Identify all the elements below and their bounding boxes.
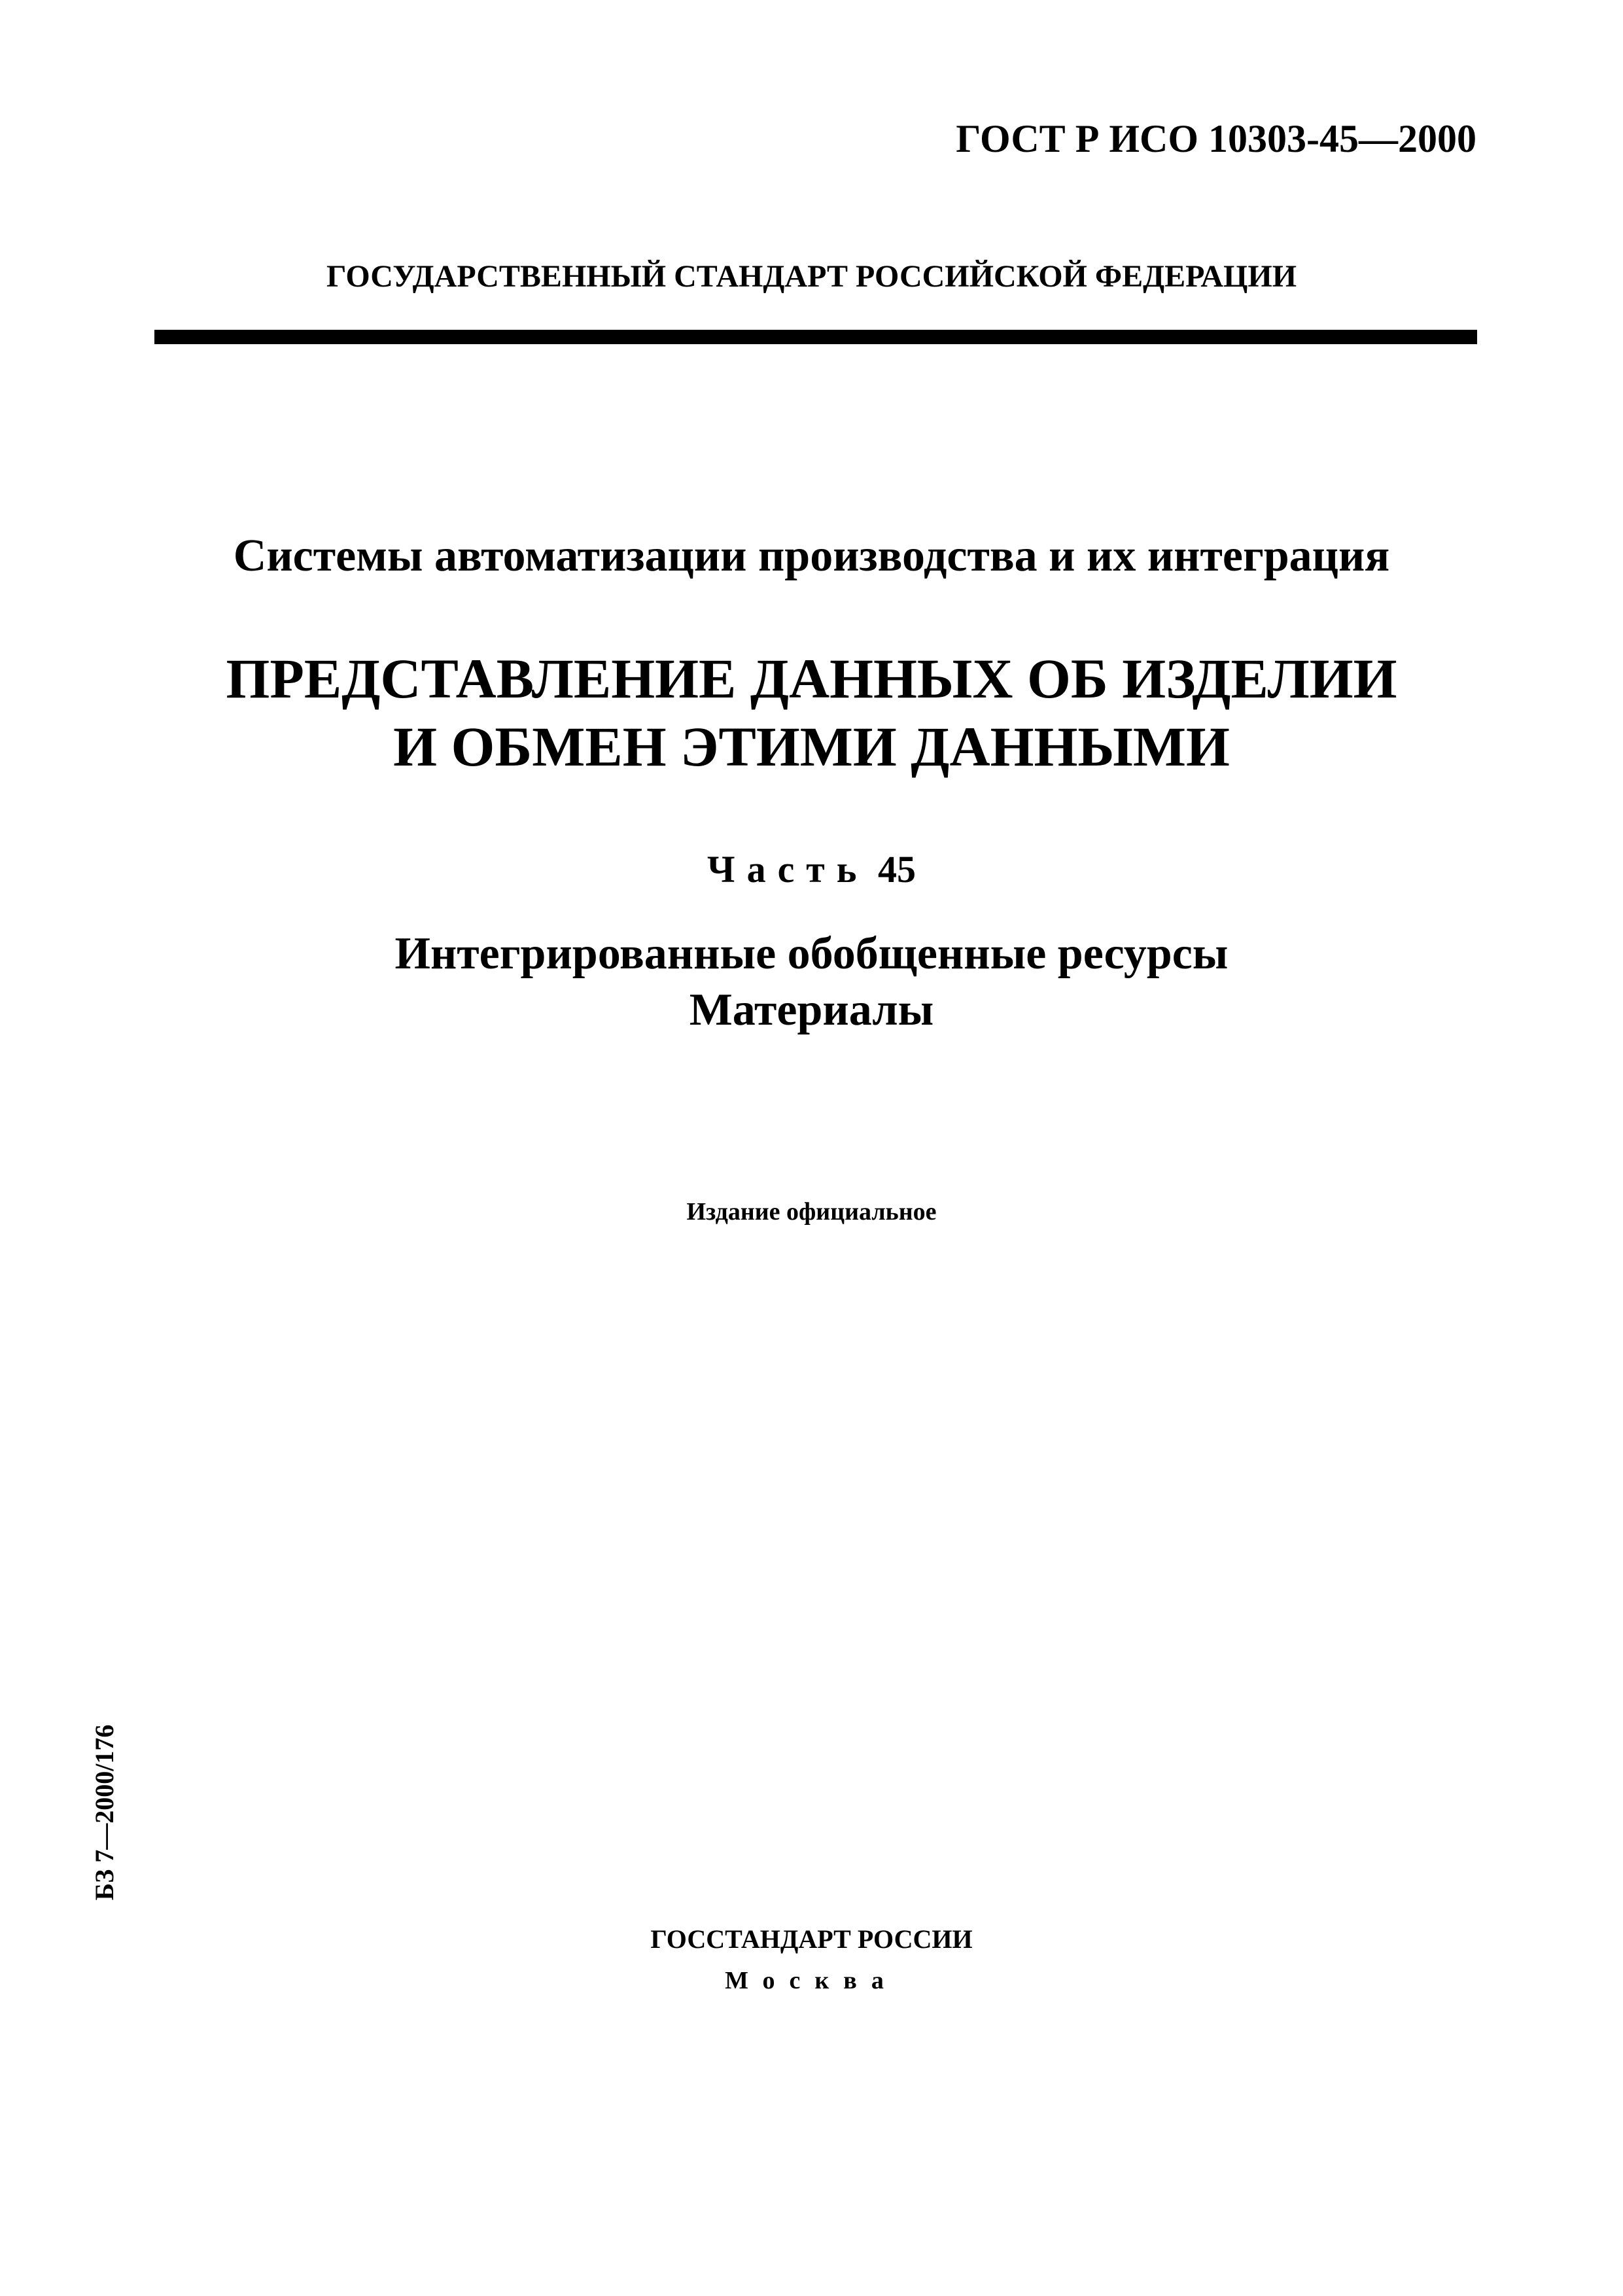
main-title <box>0 645 1623 781</box>
part-title-line-2: Материалы <box>689 985 934 1035</box>
main-title-line-2: И ОБМЕН ЭТИМИ ДАННЫМИ <box>393 715 1230 778</box>
city: Москва <box>725 1967 898 1994</box>
main-title-line-1: ПРЕДСТАВЛЕНИЕ ДАННЫХ ОБ ИЗДЕЛИИ <box>226 647 1397 710</box>
part-label <box>0 847 1623 891</box>
edition-label: Издание официальное <box>686 1198 937 1226</box>
standard-header: ГОСУДАРСТВЕННЫЙ СТАНДАРТ РОССИЙСКОЙ ФЕДЕРАЦИИ <box>326 259 1297 294</box>
part-word: Часть <box>707 848 869 891</box>
document-number: ГОСТ Р ИСО 10303-45—2000 <box>956 117 1476 160</box>
publisher: ГОССТАНДАРТ РОССИИ <box>650 1924 973 1954</box>
part-title-line-1: Интегрированные обобщенные ресурсы <box>394 928 1229 979</box>
header-rule <box>154 330 1477 344</box>
series-title: Системы автоматизации производства и их интеграция <box>233 531 1390 581</box>
part-title <box>0 926 1623 1038</box>
part-number: 45 <box>877 848 916 891</box>
side-code: БЗ 7—2000/176 <box>90 1724 119 1901</box>
